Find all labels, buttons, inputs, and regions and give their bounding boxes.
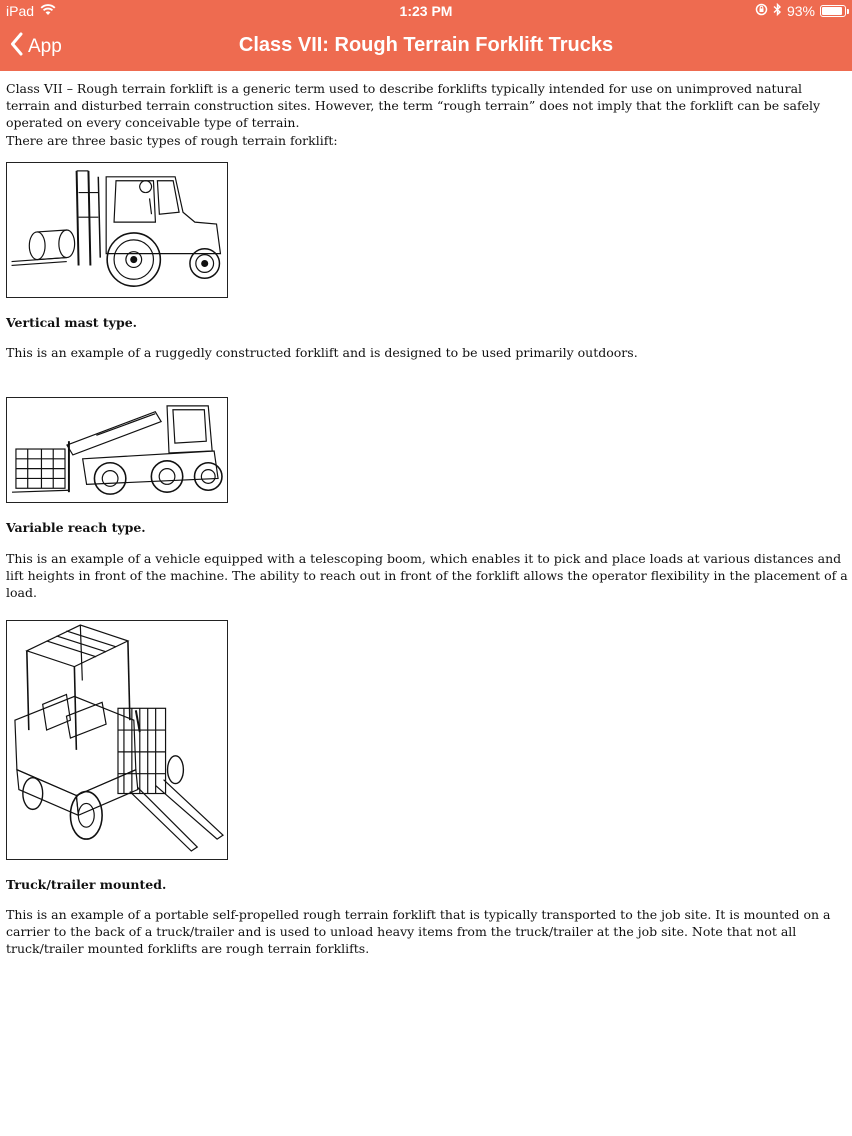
- back-button-label: App: [28, 36, 62, 57]
- section-description: This is an example of a ruggedly constructed forklift and is designed to be used primarily outdoors.: [6, 345, 638, 360]
- status-right: [755, 3, 846, 19]
- status-time: 1:23 PM: [399, 3, 453, 19]
- status-bar: [0, 0, 852, 22]
- navigation-bar: [0, 22, 852, 71]
- section-description: This is an example of a portable self-propelled rough terrain forklift that is typically transported to the job site. It is mounted on a carrier to the back of a truck/trailer and is used to unload heavy items from the truck/trailer at the job site. Note that not all truck/trailer mounted forklifts are rough terrain forklifts.: [6, 907, 831, 956]
- orientation-lock-icon: [755, 3, 768, 19]
- device-label: iPad: [6, 3, 35, 19]
- battery-fill: [822, 7, 842, 15]
- section-caption: Vertical mast type.: [6, 315, 137, 330]
- section-description: This is an example of a vehicle equipped with a telescoping boom, which enables it to pick and place loads at various distances and lift heights in front of the machine. The ability to reach out in front of the forklift allows the operator flexibility in the placement of a load.: [6, 551, 848, 600]
- bluetooth-icon: [773, 3, 782, 19]
- types-intro-paragraph: There are three basic types of rough terrain forklift:: [6, 133, 338, 148]
- app-header: [0, 0, 852, 71]
- section-caption: Truck/trailer mounted.: [6, 877, 167, 892]
- variable-reach-forklift-illustration: [6, 397, 228, 503]
- battery-percent: 93%: [786, 3, 815, 19]
- truck-mounted-forklift-illustration: [6, 620, 228, 860]
- vertical-mast-forklift-illustration: [6, 162, 228, 298]
- page-title: Class VII: Rough Terrain Forklift Trucks: [238, 34, 614, 56]
- battery-nub: [847, 9, 849, 14]
- section-caption: Variable reach type.: [6, 520, 146, 535]
- intro-paragraph: Class VII – Rough terrain forklift is a generic term used to describe forklifts typically intended for use on unimproved natural terrain and disturbed terrain construction sites. However, the term “rough terrain” does not imply that the forklift can be safely operated on every conceivable type of terrain.: [6, 81, 821, 130]
- battery-icon: [820, 5, 846, 17]
